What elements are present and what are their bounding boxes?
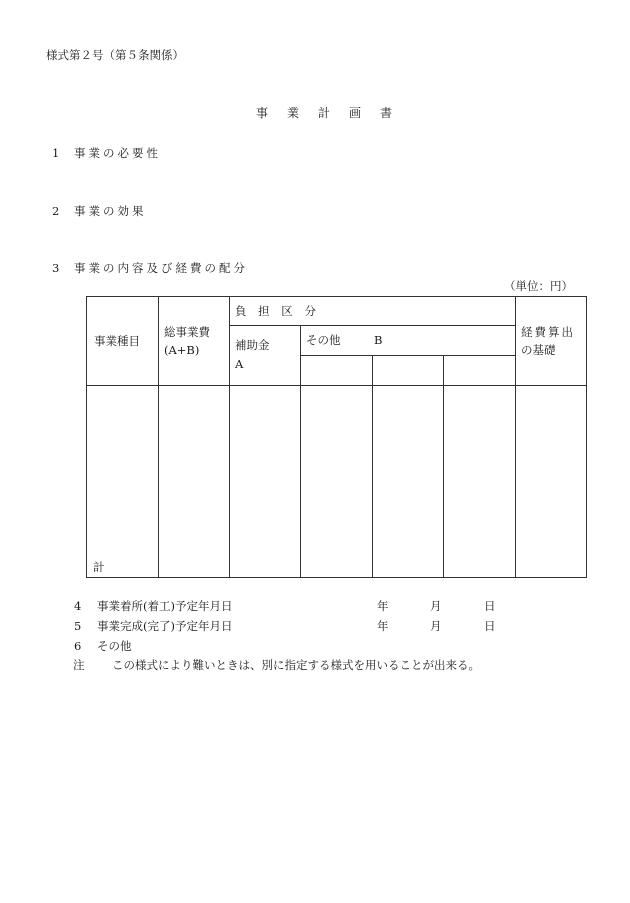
table-vline (300, 325, 301, 578)
start-date-year: 年 (377, 599, 389, 613)
section-2-number: 2 (52, 204, 60, 218)
end-date-year: 年 (377, 619, 389, 633)
start-date-label: 事業着所(着工)予定年月日 (97, 599, 233, 613)
table-hline (229, 325, 515, 326)
header-other: その他 (306, 333, 341, 347)
header-burden: 負 担 区 分 (235, 304, 320, 318)
header-subsidy: 補助金 (235, 338, 270, 352)
budget-table (86, 296, 587, 578)
total-label: 計 (93, 560, 105, 574)
header-total-cost-formula: (A+B) (164, 343, 200, 357)
other-label: その他 (97, 639, 132, 653)
section-3-label: 事業の内容及び経費の配分 (74, 261, 248, 275)
table-vline (443, 355, 444, 578)
note-label: 注 (73, 658, 85, 672)
end-date-label: 事業完成(完了)予定年月日 (97, 619, 233, 633)
section-2-label: 事業の効果 (74, 204, 147, 218)
header-basis-line2: の基礎 (521, 343, 556, 357)
table-hline (300, 355, 515, 356)
table-vline (229, 297, 230, 578)
header-total-cost: 総事業費 (164, 325, 210, 339)
start-date-number: 4 (74, 599, 82, 613)
start-date-day: 日 (484, 599, 496, 613)
table-vline (372, 355, 373, 578)
start-date-month: 月 (430, 599, 442, 613)
note-text: この様式により難いときは、別に指定する様式を用いることが出来る。 (112, 658, 480, 672)
form-number: 様式第２号（第５条関係） (46, 48, 184, 62)
other-number: 6 (74, 639, 82, 653)
unit-label: （単位：円） (504, 279, 573, 293)
end-date-day: 日 (484, 619, 496, 633)
page-title: 事業計画書 (256, 106, 412, 120)
section-1-number: 1 (52, 146, 60, 160)
section-3-number: 3 (52, 261, 60, 275)
section-1-label: 事業の必要性 (74, 146, 161, 160)
header-business-type: 事業種目 (94, 334, 140, 348)
table-vline (158, 297, 159, 578)
table-hline (87, 385, 586, 386)
header-other-mark: B (374, 333, 383, 347)
header-basis: 経費算出 (521, 325, 575, 339)
header-subsidy-mark: A (235, 357, 244, 371)
end-date-number: 5 (74, 619, 82, 633)
table-vline (515, 297, 516, 578)
end-date-month: 月 (430, 619, 442, 633)
